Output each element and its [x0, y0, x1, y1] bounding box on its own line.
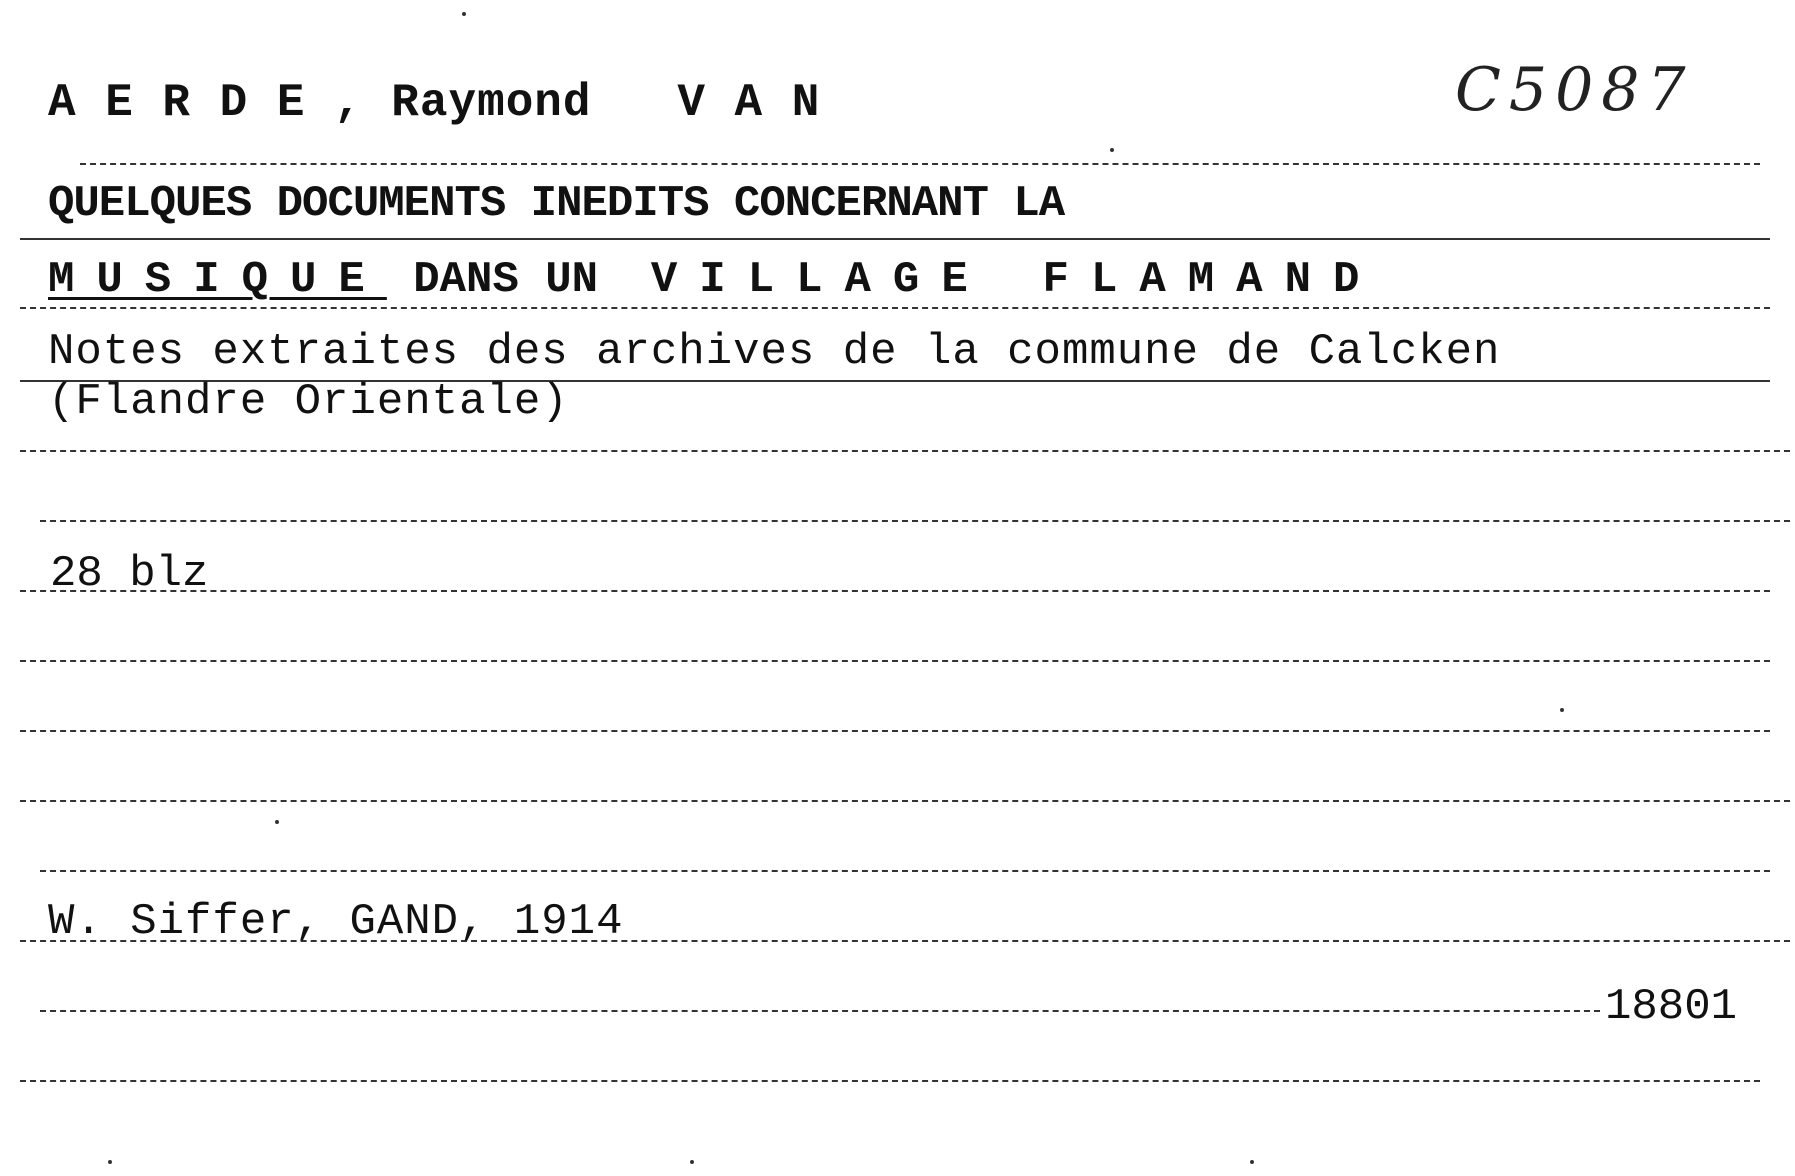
notes-line-1: Notes extraites des archives de la commune de Calcken [48, 327, 1501, 377]
rule-line [40, 520, 1790, 522]
rule-line [40, 870, 1770, 872]
speck [1110, 148, 1114, 152]
call-number: 18801 [1605, 982, 1738, 1032]
publisher-imprint: W. Siffer, GAND, 1914 [48, 897, 624, 947]
speck [1560, 708, 1564, 712]
author-heading [48, 77, 821, 129]
speck [108, 1160, 112, 1164]
rule-line [20, 238, 1770, 240]
speck [690, 1160, 694, 1164]
rule-line [80, 163, 1760, 165]
rule-line [20, 730, 1770, 732]
title-word-village: VILLAGE [650, 255, 990, 305]
title-word-musique: MUSIQUE [48, 255, 387, 305]
page-count: 28 blz [50, 549, 209, 599]
rule-line [20, 660, 1770, 662]
speck [275, 820, 279, 824]
author-separator: , [305, 77, 392, 129]
rule-line [20, 1080, 1760, 1082]
title-word-flamand: FLAMAND [1042, 255, 1382, 305]
rule-line [20, 450, 1790, 452]
rule-line [20, 307, 1770, 309]
author-surname: A E R D E [48, 77, 306, 129]
speck [462, 12, 466, 16]
rule-line [40, 1010, 1600, 1012]
rule-line [20, 590, 1770, 592]
author-given-name: Raymond [391, 77, 592, 129]
rule-line [20, 800, 1790, 802]
title-line-2 [48, 255, 1382, 305]
title-line-1: QUELQUES DOCUMENTS INEDITS CONCERNANT LA [48, 179, 1065, 229]
handwritten-number: C5087 [1455, 55, 1694, 125]
title-words-dans-un: DANS UN [386, 255, 625, 305]
notes-line-2: (Flandre Orientale) [48, 377, 569, 427]
speck [1250, 1160, 1254, 1164]
author-particle: V A N [677, 77, 821, 129]
